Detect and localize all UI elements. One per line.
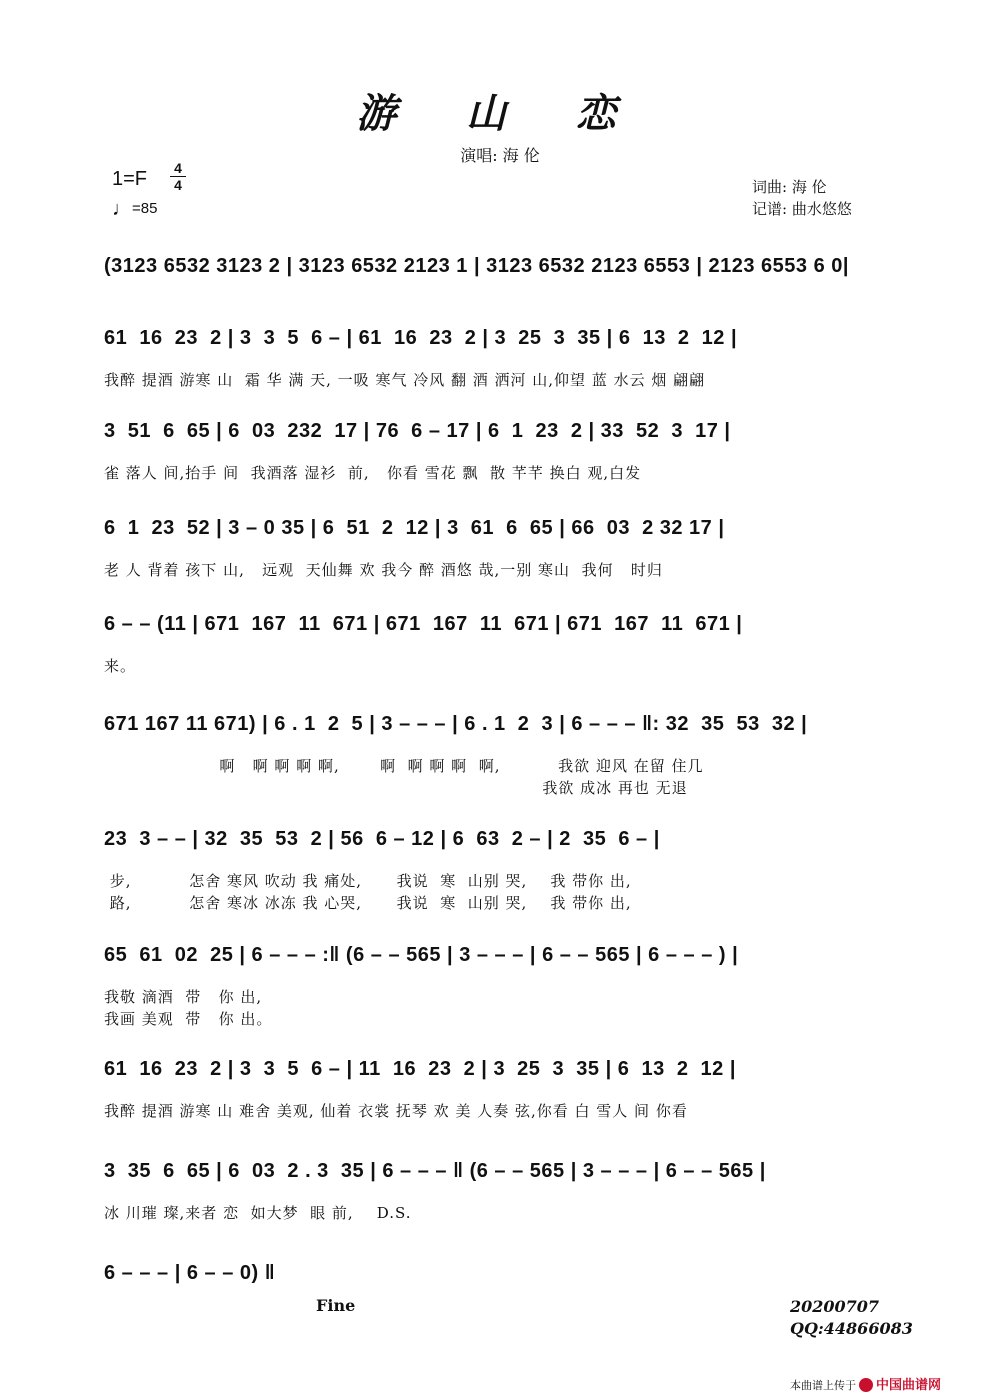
lyric-line: 我醉 提酒 游寒 山 霜 华 满 天, 一吸 寒气 冷风 翻 酒 洒河 山,仰望 蓝 水云 烟 翩翩 <box>104 371 706 389</box>
lyricist-composer: 词曲: 海 伦 <box>752 178 827 196</box>
date-block <box>790 1296 913 1340</box>
upload-text: 本曲谱上传于 <box>790 1379 856 1392</box>
time-signature-top: 4 <box>174 160 182 176</box>
transcriber: 记谱: 曲水悠悠 <box>752 200 852 218</box>
lyric-line: 我敬 滴酒 带 你 出, <box>104 988 263 1006</box>
tempo-value: =85 <box>132 200 158 217</box>
singer-credit: 演唱: 海 伦 <box>460 146 540 165</box>
notation-line: 61 16 23 2 | 3 3 5 6 – | 11 16 23 2 | 3 25 3 35 | 6 13 2 12 | <box>104 1058 736 1080</box>
quarter-note-icon: ♩ <box>112 198 132 220</box>
lyric-line: 我醉 提酒 游寒 山 难舍 美观, 仙着 衣裳 抚琴 欢 美 人奏 弦,你看 白 雪人 间 你看 <box>104 1102 688 1120</box>
notation-line: 23 3 – – | 32 35 53 2 | 56 6 – 12 | 6 63 2 – | 2 35 6 – | <box>104 828 660 850</box>
lyric-line: 我画 美观 带 你 出。 <box>104 1010 273 1028</box>
site-logo-icon <box>859 1378 873 1392</box>
notation-line: 3 51 6 65 | 6 03 232 17 | 76 6 – 17 | 6 1 23 2 | 33 52 3 17 | <box>104 420 731 442</box>
lyric-line: 啊 啊 啊 啊 啊, 啊 啊 啊 啊 啊, 我欲 迎风 在留 住几 <box>104 757 704 775</box>
lyric-line: 步, 怎舍 寒风 吹动 我 痛处, 我说 寒 山别 哭, 我 带你 出, <box>104 872 632 890</box>
fine-mark: Fine <box>316 1296 356 1315</box>
upload-footer <box>790 1374 941 1393</box>
lyric-line: 来。 <box>104 657 137 675</box>
lyric-line: 老 人 背着 孩下 山, 远观 天仙舞 欢 我今 醉 酒悠 哉,一别 寒山 我何 时归 <box>104 561 663 579</box>
key-signature: 1=F <box>112 168 148 190</box>
page-title: 游 山 恋 <box>356 90 644 137</box>
notation-line: 61 16 23 2 | 3 3 5 6 – | 61 16 23 2 | 3 25 3 35 | 6 13 2 12 | <box>104 327 738 349</box>
tempo-marking <box>112 198 157 221</box>
notation-line: 6 – – (11 | 671 167 11 671 | 671 167 11 671 | 671 167 11 671 | <box>104 613 743 635</box>
site-name: 中国曲谱网 <box>876 1378 942 1393</box>
notation-line: 671 167 11 671) | 6 . 1 2 5 | 3 – – – | 6 . 1 2 3 | 6 – – – ‖: 32 35 53 32 | <box>104 713 808 735</box>
notation-line: (3123 6532 3123 2 | 3123 6532 2123 1 | 3123 6532 2123 6553 | 2123 6553 6 0| <box>104 255 849 277</box>
lyric-line: 雀 落人 间,抬手 间 我酒落 湿衫 前, 你看 雪花 飘 散 芊芊 换白 观,白发 <box>104 464 642 482</box>
notation-line: 65 61 02 25 | 6 – – – :‖ (6 – – 565 | 3 – – – | 6 – – 565 | 6 – – – ) | <box>104 944 739 966</box>
lyric-line: 路, 怎舍 寒冰 冰冻 我 心哭, 我说 寒 山别 哭, 我 带你 出, <box>104 894 632 912</box>
time-signature-bottom: 4 <box>174 177 182 193</box>
lyric-line: 我欲 成冰 再也 无退 <box>104 779 688 797</box>
notation-line: 3 35 6 65 | 6 03 2 . 3 35 | 6 – – – ‖ (6 – – 565 | 3 – – – | 6 – – 565 | <box>104 1160 766 1182</box>
lyric-line: 冰 川璀 璨,来者 恋 如大梦 眼 前, D.S. <box>104 1204 412 1222</box>
credits-block <box>752 176 852 220</box>
notation-line: 6 1 23 52 | 3 – 0 35 | 6 51 2 12 | 3 61 6 65 | 66 03 2 32 17 | <box>104 517 725 539</box>
time-signature <box>170 161 186 192</box>
qq-contact: QQ:44866083 <box>790 1319 913 1338</box>
date-stamp: 20200707 <box>790 1297 880 1316</box>
notation-line: 6 – – – | 6 – – 0) ‖ <box>104 1262 276 1284</box>
